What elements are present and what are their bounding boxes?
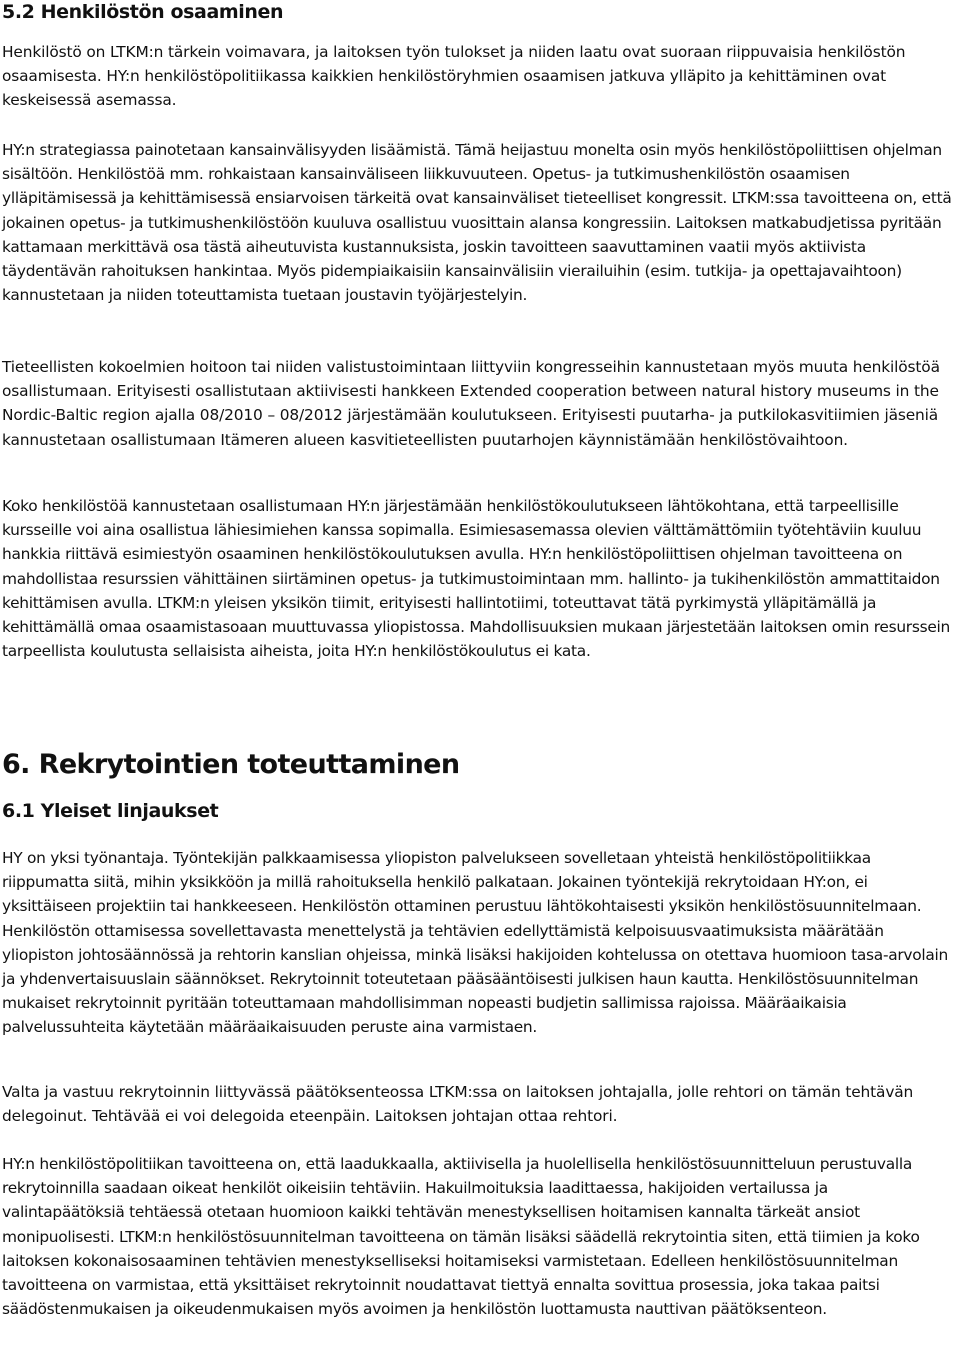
section-heading-5-2: 5.2 Henkilöstön osaaminen	[2, 1, 284, 23]
paragraph	[2, 138, 954, 307]
paragraph-text: Henkilöstö on LTKM:n tärkein voimavara, ja laitoksen työn tulokset ja niiden laatu ovat suoraan riippuvaisia henkilöstön osaamisesta. HY:n henkilöstöpolitiikassa kaikkien henkilöstöryhmien osaamisen jatkuva ylläpito ja kehittäminen ovat keskeisessä asemassa.	[2, 43, 906, 110]
paragraph-text: Tieteellisten kokoelmien hoitoon tai niiden valistustoimintaan liittyviin kongresseihin kannustetaan myös muuta henkilöstöä osallistumaan. Erityisesti osallistutaan aktiivisesti hankkeen Extended cooperation between natural history museums in the Nordic-Baltic region ajalla 08/2010 – 08/2012 järjestämään koulutukseen. Erityisesti puutarha- ja putkilokasvitiimien jäseniä kannustetaan osallistumaan Itämeren alueen kasvitieteellisten puutarhojen käynnistämään henkilöstövaihtoon.	[2, 358, 940, 449]
paragraph-text: Koko henkilöstöä kannustetaan osallistumaan HY:n järjestämään henkilöstökoulutukseen lähtökohtana, että tarpeellisille kursseille voi aina osallistua lähiesimiehen kanssa sopimalla. Esimiesasemassa olevien välttämättömiin työtehtäviin kuuluu hankkia riittävä esimiestyön osaaminen henkilöstökoulutuksen avulla. HY:n henkilöstöpoliittisen ohjelman tavoitteena on mahdollistaa resurssien vähittäinen siirtäminen opetus- ja tutkimustoimintaan mm. hallinto- ja tukihenkilöstön ammattitaidon kehittämisen avulla. LTKM:n yleisen yksikön tiimit, erityisesti hallintotiimi, toteuttavat tätä pyrkimystä ylläpitämällä ja kehittämällä omaa osaamistasoaan muuttuvassa yliopistossa. Mahdollisuuksien mukaan järjestetään laitoksen omin resurssein tarpeellista koulutusta sellaisista aiheista, joita HY:n henkilöstökoulutus ei kata.	[2, 497, 950, 661]
paragraph	[2, 1080, 954, 1128]
paragraph-text: HY:n strategiassa painotetaan kansainvälisyyden lisäämistä. Tämä heijastuu monelta osin myös henkilöstöpoliittisen ohjelman sisältöön. Henkilöstöä mm. rohkaistaan kansainväliseen liikkuvuuteen. Opetus- ja tutkimushenkilöstön osaamisen ylläpitämisessä ja kehittämisessä ensiarvoisen tärkeitä ovat kansainväliset tieteelliset kongressit. LTKM:ssa tavoitteena on, että jokainen opetus- ja tutkimushenkilöstöön kuuluva osallistuu vuosittain alansa kongressiin. Laitoksen matkabudjetissa pyritään kattamaan merkittävä osa tästä aiheutuvista kustannuksista, joskin tavoitteen saavuttaminen vaatii myös aktiivista täydentävän rahoituksen hankintaa. Myös pidempiaikaisiin kansainvälisiin vierailuihin (esim. tutkija- ja opettajavaihtoon) kannustetaan ja niiden toteuttamista tuetaan joustavin työjärjestelyin.	[2, 141, 952, 305]
paragraph	[2, 494, 954, 663]
paragraph-text: HY on yksi työnantaja. Työntekijän palkkaamisessa yliopiston palvelukseen sovelletaan yhteistä henkilöstöpolitiikkaa riippumatta siitä, mihin yksikköön ja millä rahoituksella henkilö palkataan. Jokainen työntekijä rekrytoidaan HY:on, ei yksittäiseen projektiin tai hankkeeseen. Henkilöstön ottaminen perustuu lähtökohtaisesti yksikön henkilöstösuunnitelmaan. Henkilöstön ottamisessa sovellettavasta menettelystä ja tehtävien edellyttämistä kelpoisuusvaatimuksista määrätään yliopiston johtosäännössä ja rehtorin kanslian ohjeissa, minkä lisäksi hakijoiden kohtelussa on otettava huomioon tasa-arvolain ja yhdenvertaisuuslain säännökset. Rekrytoinnit toteutetaan pääsääntöisesti julkisen haun kautta. Henkilöstösuunnitelman mukaiset rekrytoinnit pyritään toteuttamaan mahdollisimman nopeasti budjetin sallimissa rajoissa. Määräaikaisia palvelussuhteita käytetään määräaikaisuuden peruste aina varmistaen.	[2, 849, 948, 1037]
section-heading-6-1: 6.1 Yleiset linjaukset	[2, 800, 219, 822]
paragraph	[2, 846, 954, 1040]
paragraph-text: HY:n henkilöstöpolitiikan tavoitteena on, että laadukkaalla, aktiivisella ja huolellisella henkilöstösuunnitteluun perustuvalla rekrytoinnilla saadaan oikeat henkilöt oikeisiin tehtäviin. Hakuilmoituksia laadittaessa, hakijoiden vertailussa ja valintapäätöksiä tehtäessä otetaan huomioon kaikki tehtävän menestyksellisen hoitamisen kannalta tärkeät ansiot monipuolisesti. LTKM:n henkilöstösuunnitelman tavoitteena on tämän lisäksi säädellä rekrytointia siten, että tiimien ja koko laitoksen kokonaisosaaminen tehtävien menestykselliseksi hoitamiseksi varmistetaan. Edelleen henkilöstösuunnitelman tavoitteena on varmistaa, että yksittäiset rekrytoinnit noudattavat tiettyä ennalta sovittua prosessia, joka takaa paitsi säädöstenmukaisen ja oikeudenmukaisen myös avoimen ja henkilöstön luottamusta nauttivan päätöksenteon.	[2, 1155, 920, 1319]
paragraph	[2, 355, 954, 452]
paragraph	[2, 1152, 954, 1321]
chapter-heading-6: 6. Rekrytointien toteuttaminen	[2, 749, 460, 780]
paragraph-text: Valta ja vastuu rekrytoinnin liittyvässä päätöksenteossa LTKM:ssa on laitoksen johtajalla, jolle rehtori on tämän tehtävän delegoinut. Tehtävää ei voi delegoida eteenpäin. Laitoksen johtajan ottaa rehtori.	[2, 1083, 914, 1126]
paragraph	[2, 40, 954, 113]
